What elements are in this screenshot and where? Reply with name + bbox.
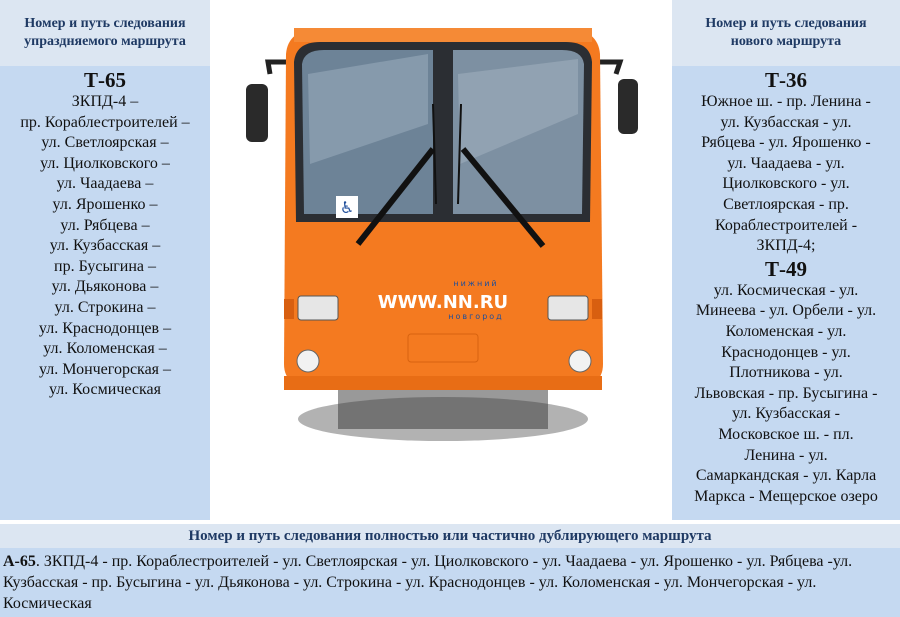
right-route1-line: Светлоярская - пр. [723,195,849,213]
left-panel-header [0,0,210,66]
left-stop: ул. Мончегорская – [38,360,172,378]
right-route1-line: Рябцева - ул. Ярошенко - [701,134,871,152]
right-route1-line: ЗКПД-4; [756,237,816,255]
left-route-number: Т-65 [84,68,126,92]
left-stop: ул. Коломенская – [43,340,167,358]
svg-text:♿: ♿ [339,198,355,217]
left-stop: ул. Рябцева – [60,216,150,234]
right-route1-line: Циолковского - ул. [722,175,850,193]
left-panel-body [0,66,210,520]
right-route2-line: Коломенская - ул. [725,322,847,340]
right-header-line2: нового маршрута [730,34,842,49]
left-stop: пр. Кораблестроителей – [20,113,190,131]
right-route2-line: Московское ш. - пл. [718,425,854,443]
bottom-route-text: . ЗКПД-4 - пр. Кораблестроителей - ул. Светлоярская - ул. Циолковского - ул. Чаадаева - ул. Ярошенко - ул. Рябцева -ул. Кузбасская - пр. Бусыгина - ул. Дьяконова - ул. Строкина - ул. Краснодонцев - ул. Коломенская - ул. Мончегорская - ул. Космическая [3,553,853,612]
right-route2-line: Львовская - пр. Бусыгина - [694,384,878,402]
left-header-line2: упраздняемого маршрута [24,34,186,49]
right-route2-line: Самаркандская - ул. Карла [695,467,877,485]
right-panel-header [672,0,900,66]
bottom-panel-header: Номер и путь следования полностью или частично дублирующего маршрута [0,524,900,548]
bus-logo-top: нижний [453,279,499,288]
bottom-route-number: А-65 [3,553,36,570]
left-stop: ул. Дьяконова – [51,278,159,296]
right-route1-line: ул. Кузбасская - ул. [720,113,852,131]
left-stop: ул. Краснодонцев – [38,319,172,337]
right-route2-line: Ленина - ул. [744,446,828,464]
bus-illustration [228,14,658,444]
right-route1-line: Кораблестроителей - [714,216,858,234]
right-route2-line: Плотникова - ул. [729,364,843,382]
right-panel-body [672,66,900,520]
left-stop: ул. Циолковского – [40,154,170,172]
right-route2-line: Краснодонцев - ул. [721,343,851,361]
left-stop: ЗКПД-4 – [71,93,139,110]
bus-logo-bottom: новгород [448,312,504,321]
right-route1-line: Южное ш. - пр. Ленина - [701,93,871,110]
right-route2-line: ул. Космическая - ул. [713,281,859,299]
left-stop: ул. Ярошенко – [52,195,158,213]
left-header-line1: Номер и путь следования [24,16,186,31]
bottom-panel-body [0,548,900,617]
right-route2-line: Минеева - ул. Орбели - ул. [695,302,877,320]
right-route1-number: Т-36 [765,68,807,92]
bus-site-text: WWW.NN.RU [377,292,509,313]
left-stop: ул. Космическая [49,381,161,399]
right-header-line1: Номер и путь следования [705,16,867,31]
right-route2-line: Маркса - Мещерское озеро [694,487,878,505]
left-stop: ул. Светлоярская – [41,134,169,152]
left-stop: ул. Кузбасская – [49,237,161,255]
left-stop: пр. Бусыгина – [54,257,156,275]
left-stop: ул. Строкина – [54,298,156,316]
right-route1-line: ул. Чаадаева - ул. [727,154,845,172]
left-stop: ул. Чаадаева – [56,175,154,193]
right-route2-line: ул. Кузбасская - [732,405,840,423]
right-route2-number: Т-49 [765,256,807,281]
